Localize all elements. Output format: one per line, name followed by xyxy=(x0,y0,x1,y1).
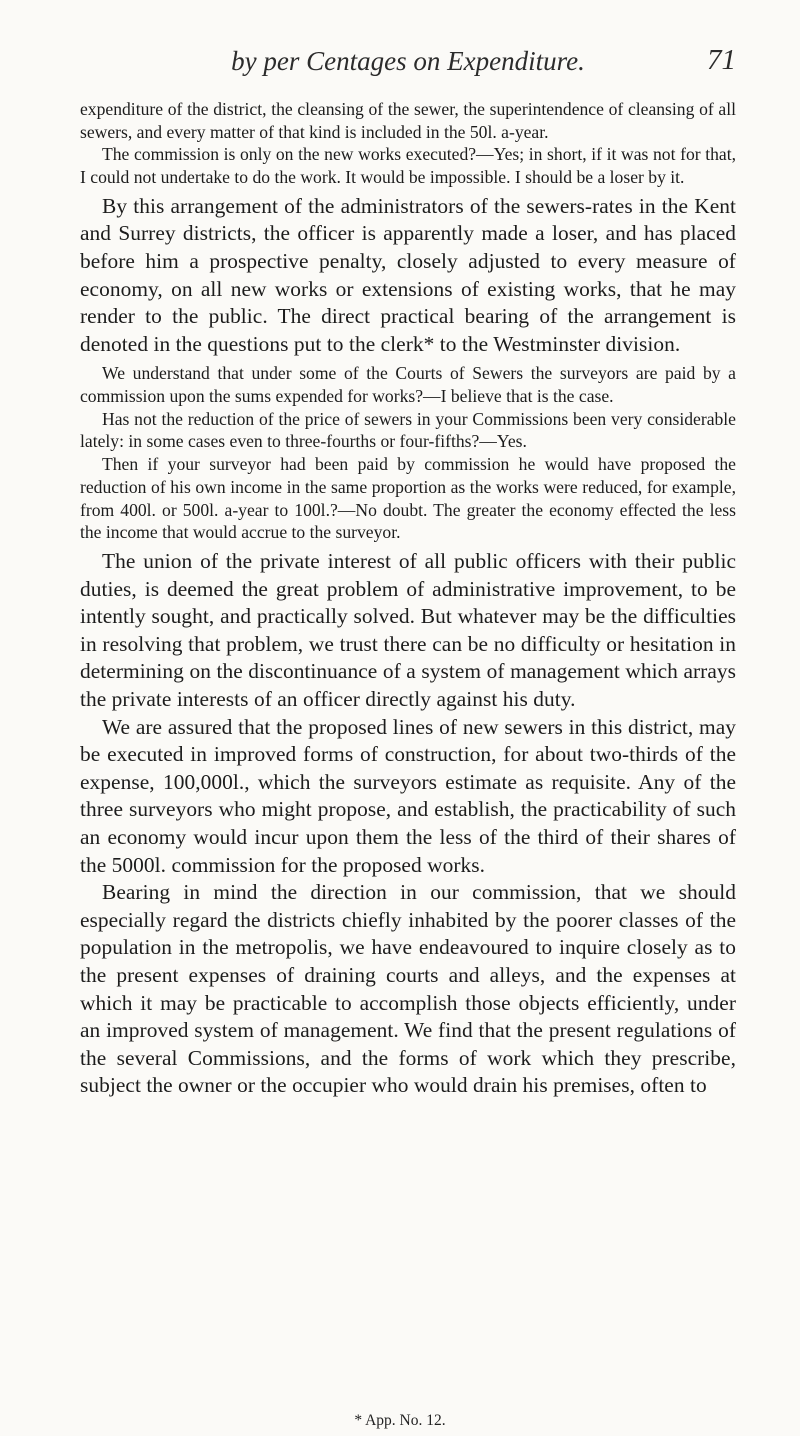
paragraph: We are assured that the proposed lines of new sewers in this district, may be executed in improved forms of construction, for about two-thirds of the expense, 100,000l., which the surveyors estimate as requisite. Any of the three surveyors who might propose, and establish, the practicability of such an economy would incur upon them the less of the third of their shares of the 5000l. commission for the proposed works. xyxy=(80,714,736,877)
paragraph: We understand that under some of the Courts of Sewers the surveyors are paid by a commission upon the sums expended for works?—I believe that is the case. xyxy=(80,363,736,407)
footnote: * App. No. 12. xyxy=(354,1412,446,1429)
paragraph: expenditure of the district, the cleansing of the sewer, the superintendence of cleansing of all sewers, and every matter of that kind is included in the 50l. a-year. xyxy=(80,99,736,142)
paragraph: The union of the private interest of all public officers with their public duties, is deemed the great problem of administrative improvement, to be intently sought, and practically solved. But whatever may be the difficulties in resolving that problem, we trust there can be no difficulty or hesitation in determining on the discontinuance of a system of management which arrays the private interests of an officer directly against his duty. xyxy=(80,549,736,711)
paragraph: Bearing in mind the direction in our commission, that we should especially regard the districts chiefly inhabited by the poorer classes of the population in the metropolis, we have endeavoured to inquire closely as to the present expenses of draining courts and alleys, and the expenses at which it may be practicable to accomplish those objects efficiently, under an improved system of management. We find that the present regulations of the several Commissions, and the forms of work which they prescribe, subject the owner or the occupier who would drain his premises, often to xyxy=(80,880,736,1098)
paragraph: By this arrangement of the administrators of the sewers-rates in the Kent and Surrey districts, the officer is apparently made a loser, and has placed before him a prospective penalty, closely adjusted to every measure of economy, on all new works or extensions of existing works, that he may render to the public. The direct practical bearing of the arrangement is denoted in the questions put to the clerk* to the Westminster division. xyxy=(80,193,736,356)
running-title: by per Centages on Expenditure. xyxy=(231,46,585,76)
page-body xyxy=(80,98,736,1100)
page-number: 71 xyxy=(707,44,736,76)
paragraph: The commission is only on the new works executed?—Yes; in short, if it was not for that, I could not undertake to do the work. It would be impossible. I should be a loser by it. xyxy=(80,144,736,188)
page-header xyxy=(80,46,736,78)
paragraph: Then if your surveyor had been paid by commission he would have proposed the reduction of his own income in the same proportion as the works were reduced, for example, from 400l. or 500l. a-year to 100l.?—No doubt. The greater the economy effected the less the income that would accrue to the surveyor. xyxy=(80,454,736,543)
paragraph: Has not the reduction of the price of sewers in your Commissions been very considerable lately: in some cases even to three-fourths or four-fifths?—Yes. xyxy=(80,408,736,452)
